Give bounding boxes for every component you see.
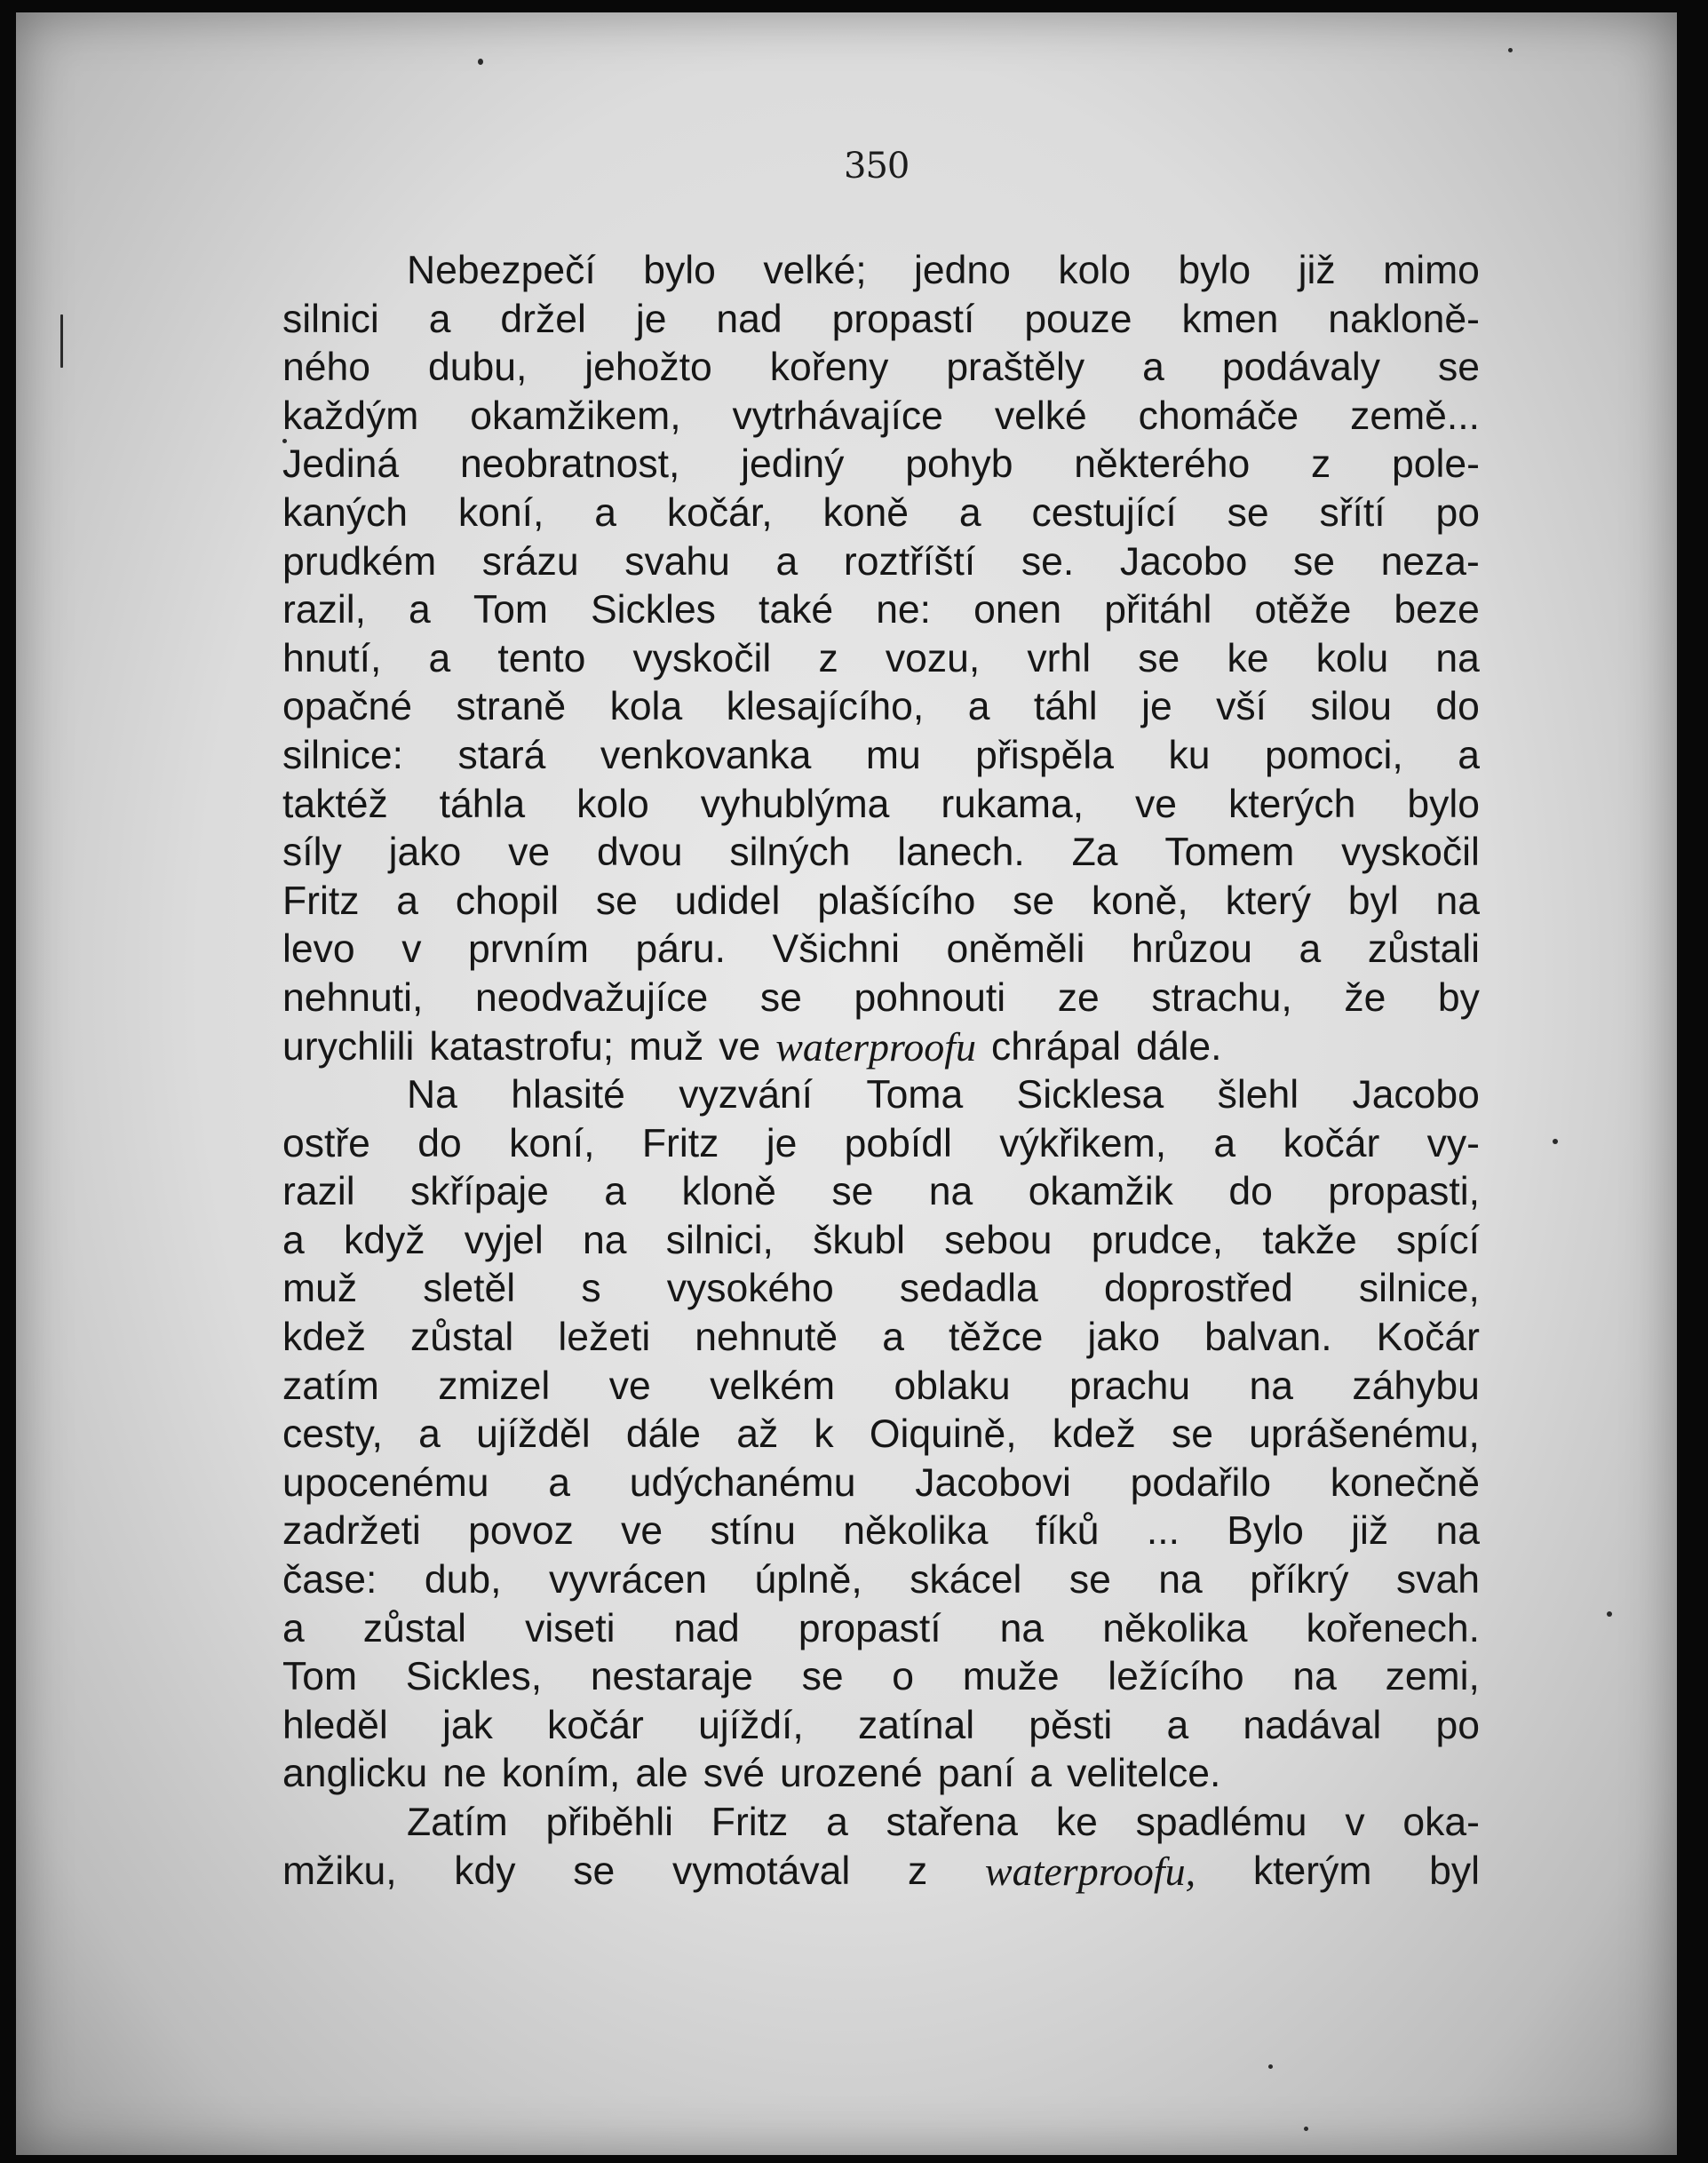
book-page [16,12,1677,2155]
scan-speck [1508,48,1513,52]
text-line: hleděl jak kočár ujíždí, zatínal pěsti a nadával po [282,1703,1480,1747]
text-line: zatím zmizel ve velkém oblaku prachu na záhybu [282,1364,1480,1408]
text-line: levo v prvním páru. Všichni oněměli hrůzou a zůstali [282,927,1480,972]
text-line: Jediná neobratnost, jediný pohyb některého z pole- [282,442,1480,487]
text-line: Fritz a chopil se udidel plašícího se koně, který byl na [282,879,1480,923]
text-line: prudkém srázu svahu a roztříští se. Jacobo se neza- [282,539,1480,584]
text-line: anglicku ne koním, ale své urozené paní a velitelce. [282,1752,1221,1796]
text-line: urychlili katastrofu; muž ve waterproofu chrápal dále. [282,1023,1222,1070]
text-line: nehnuti, neodvažujíce se pohnouti ze strachu, že by [282,975,1480,1020]
body-text [282,247,1480,1896]
scan-mark [60,314,63,368]
text-line: silnici a držel je nad propastí pouze kmen nakloně- [282,297,1480,341]
text-line: Zatím přiběhli Fritz a stařena ke spadlému v oka- [407,1801,1480,1844]
text-line: zadržeti povoz ve stínu několika fíků ... Bylo již na [282,1509,1480,1554]
text-line: ostře do koní, Fritz je pobídl výkřikem, a kočár vy- [282,1121,1480,1165]
text-line: muž sletěl s vysokého sedadla doprostřed silnice, [282,1267,1480,1311]
text-line: Nebezpečí bylo velké; jedno kolo bylo již mimo [407,249,1480,292]
scan-speck [1607,1611,1612,1617]
text-line: upocenému a udýchanému Jacobovi podařilo konečně [282,1460,1480,1505]
scan-speck [1304,2127,1308,2131]
text-line: opačné straně kola klesajícího, a táhl je vší silou do [282,685,1480,729]
text-line: ného dubu, jehožto kořeny praštěly a podávaly se [282,346,1480,390]
scan-speck [1553,1139,1558,1144]
text-line: silnice: stará venkovanka mu přispěla ku pomoci, a [282,733,1480,777]
text-line: Tom Sickles, nestaraje se o muže ležícího na zemi, [282,1655,1480,1699]
text-line: taktéž táhla kolo vyhublýma rukama, ve kterých bylo [282,782,1480,826]
page-number: 350 [844,146,910,187]
scan-speck [478,59,483,65]
text-line: razil skřípaje a kloně se na okamžik do propasti, [282,1170,1480,1214]
scan-speck [1268,2064,1273,2069]
text-line: a zůstal viseti nad propastí na několika kořenech. [282,1606,1480,1650]
text-line: mžiku, kdy se vymotával z waterproofu, kterým byl [282,1848,1480,1894]
text-line: cesty, a ujížděl dále až k Oiquině, kdež se uprášenému, [282,1412,1480,1457]
text-line: kdež zůstal ležeti nehnutě a těžce jako balvan. Kočár [282,1316,1480,1360]
text-line: razil, a Tom Sickles také ne: onen přitáhl otěže beze [282,588,1480,632]
text-line: síly jako ve dvou silných lanech. Za Tomem vyskočil [282,831,1480,875]
text-line: čase: dub, vyvrácen úplně, skácel se na příkrý svah [282,1558,1480,1602]
text-line: a když vyjel na silnici, škubl sebou prudce, takže spící [282,1218,1480,1262]
text-line: kaných koní, a kočár, koně a cestující se sřítí po [282,490,1480,535]
text-line: hnutí, a tento vyskočil z vozu, vrhl se ke kolu na [282,636,1480,680]
text-line: Na hlasité vyzvání Toma Sicklesa šlehl Jacobo [407,1073,1480,1117]
text-line: každým okamžikem, vytrhávajíce velké chomáče země... [282,394,1480,438]
